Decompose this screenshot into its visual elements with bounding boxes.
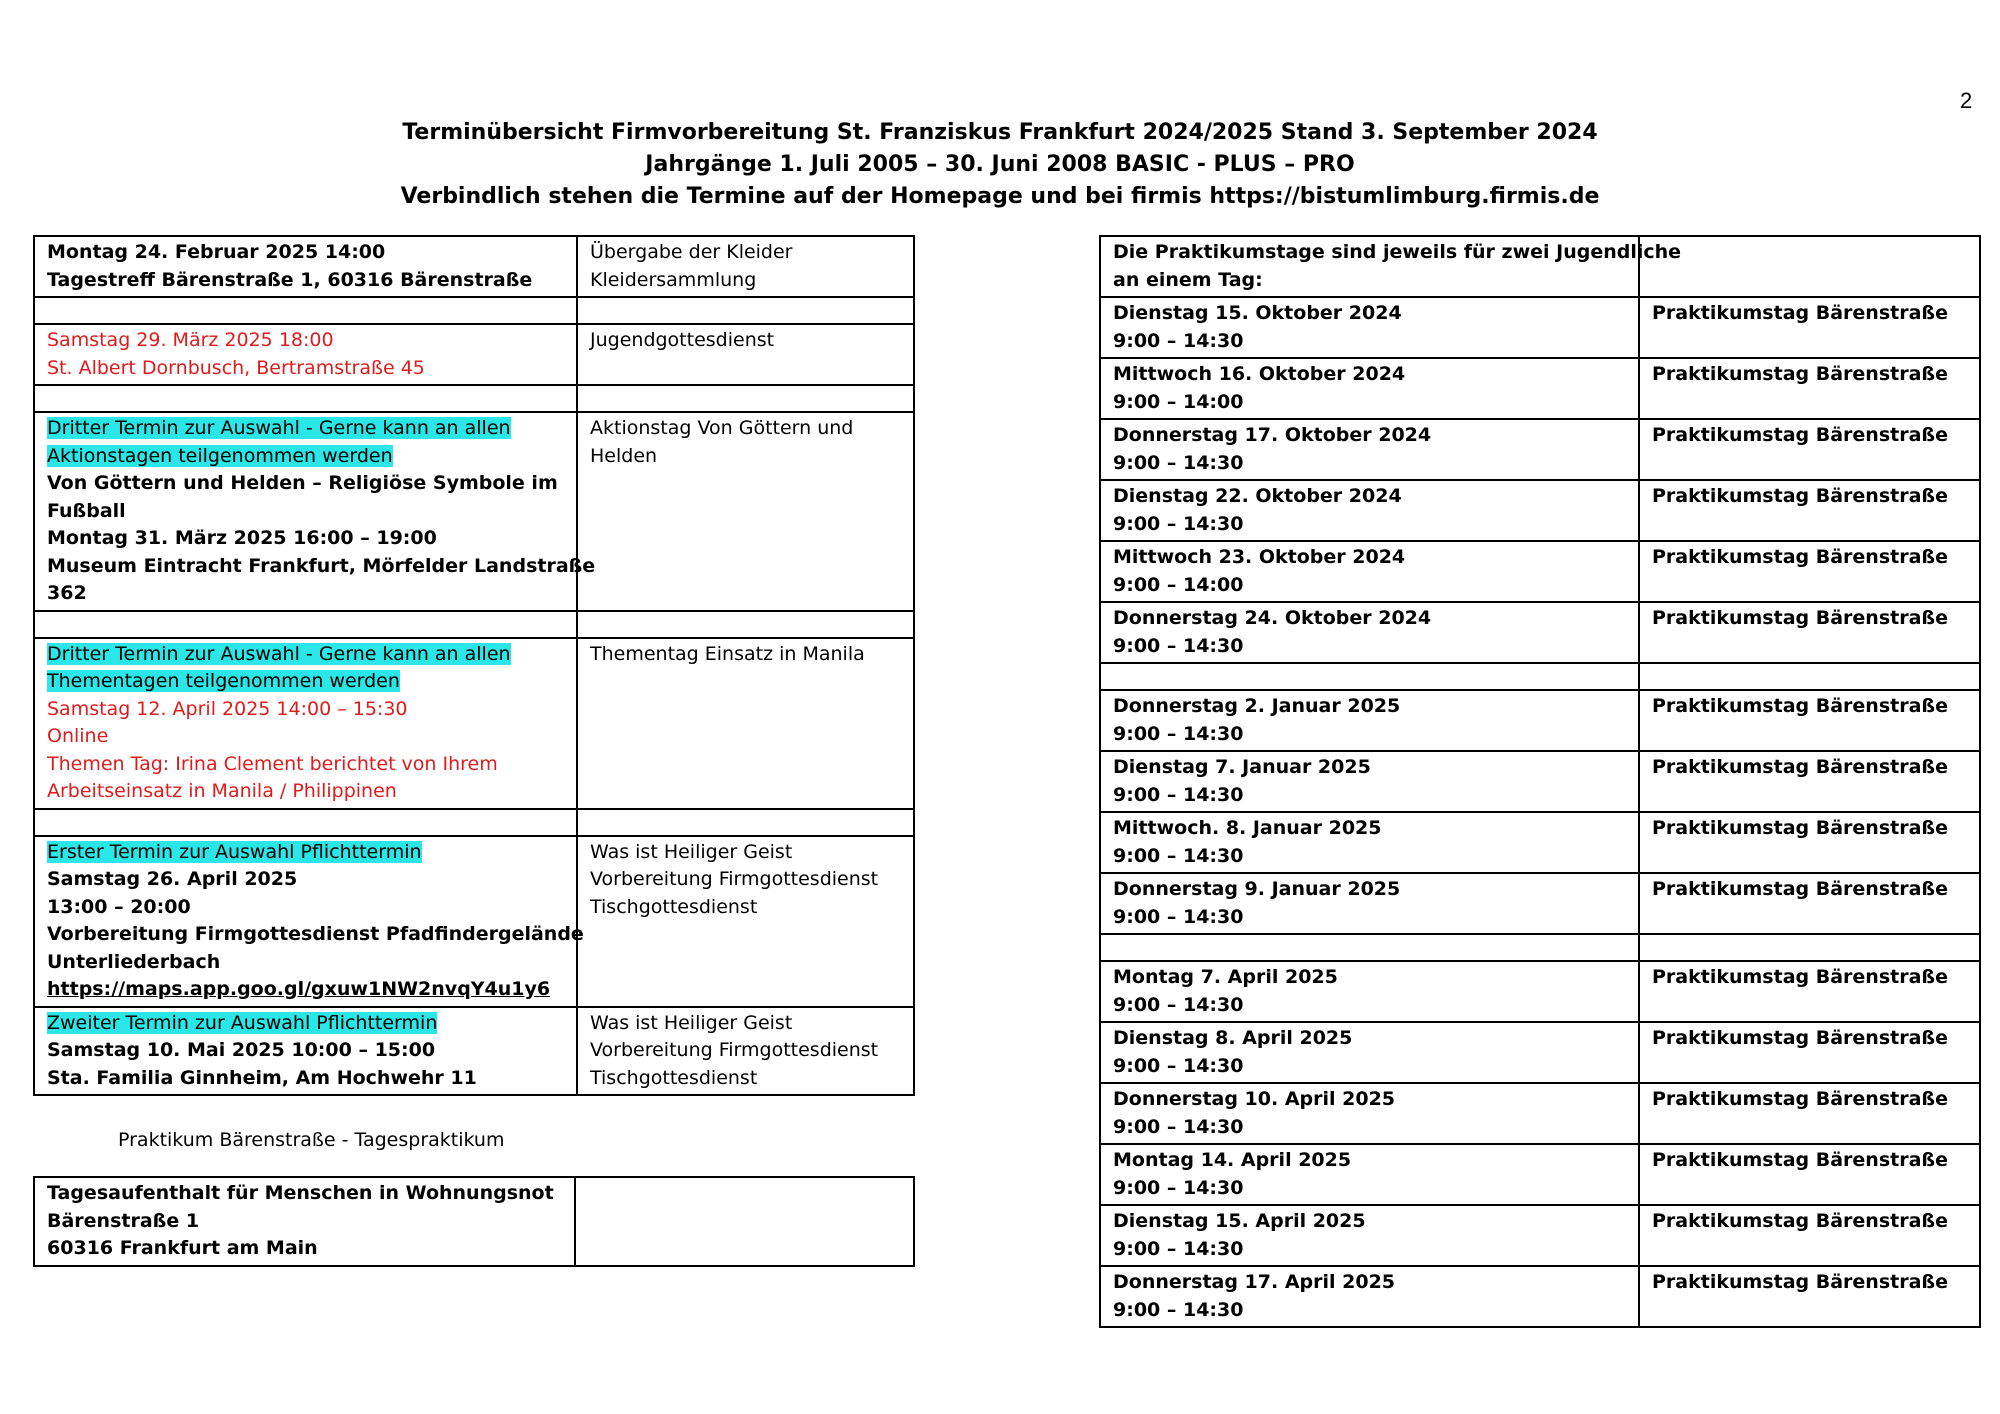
praktikum-time: 9:00 – 14:30: [1113, 844, 1244, 867]
praktikum-address-table: [33, 1176, 915, 1267]
event-text: Themen Tag: Irina Clement berichtet von Ihrem: [47, 752, 498, 775]
event-desc: Vorbereitung Firmgottesdienst: [590, 868, 879, 890]
event-date: Samstag 10. Mai 2025 10:00 – 15:00: [47, 1039, 436, 1061]
table-row: [34, 412, 914, 611]
praktikum-label: Praktikumstag Bärenstraße: [1652, 546, 1948, 568]
table-row: [1100, 751, 1980, 812]
table-row: [34, 836, 914, 1007]
event-date: Samstag 26. April 2025: [47, 868, 298, 890]
praktikum-label-cell: [1639, 480, 1980, 541]
praktikum-rows: [1100, 297, 1980, 1327]
praktikum-label-cell: [1639, 419, 1980, 480]
praktikum-label-cell: [1639, 602, 1980, 663]
praktikum-date: Mittwoch 16. Oktober 2024: [1113, 363, 1406, 385]
event-place: 362: [47, 582, 87, 604]
table-row: [1100, 1205, 1980, 1266]
highlighted-note: Thementagen teilgenommen werden: [47, 670, 400, 692]
event-desc: Jugendgottesdienst: [590, 329, 775, 351]
highlighted-note: Dritter Termin zur Auswahl - Gerne kann an allen: [47, 417, 511, 439]
table-row: [1100, 690, 1980, 751]
event-date: Samstag 29. März 2025 18:00: [47, 329, 334, 351]
praktikum-label: Praktikumstag Bärenstraße: [1652, 817, 1948, 839]
table-header-text: an einem Tag:: [1113, 268, 1263, 291]
event-desc: Übergabe der Kleider: [590, 241, 793, 263]
praktikum-date-cell: [1100, 297, 1639, 358]
events-table: [33, 235, 915, 1096]
praktikum-date: Mittwoch. 8. Januar 2025: [1113, 817, 1382, 839]
praktikum-label-cell: [1639, 751, 1980, 812]
table-row: [1100, 541, 1980, 602]
header-note: Verbindlich stehen die Termine auf der Homepage und bei firmis https://bistumlimburg.firmis.de: [400, 184, 1600, 209]
praktikum-time: 9:00 – 14:30: [1113, 1115, 1244, 1138]
praktikum-label-cell: [1639, 541, 1980, 602]
event-desc-cell: [577, 412, 914, 611]
praktikum-date: Mittwoch 23. Oktober 2024: [1113, 546, 1406, 568]
event-place: Tagestreff Bärenstraße 1, 60316 Bärenstraße: [47, 268, 533, 291]
praktikum-date-cell: [1100, 541, 1639, 602]
praktikum-date: Dienstag 15. April 2025: [1113, 1210, 1366, 1232]
event-desc: Kleidersammlung: [590, 268, 757, 291]
praktikum-dates-table: [1099, 235, 1981, 1328]
praktikum-time: 9:00 – 14:30: [1113, 722, 1244, 745]
table-row: [1100, 602, 1980, 663]
praktikum-label-cell: [1639, 1144, 1980, 1205]
praktikum-label: Praktikumstag Bärenstraße: [1652, 1271, 1948, 1293]
praktikum-label: Praktikumstag Bärenstraße: [1652, 695, 1948, 717]
praktikum-label: Praktikumstag Bärenstraße: [1652, 363, 1948, 385]
highlighted-note: Aktionstagen teilgenommen werden: [47, 444, 393, 467]
header-years: Jahrgänge 1. Juli 2005 – 30. Juni 2008 BASIC - PLUS – PRO: [645, 152, 1355, 177]
map-link[interactable]: https://maps.app.goo.gl/gxuw1NW2nvqY4u1y6: [47, 978, 551, 1000]
praktikum-date-cell: [1100, 1144, 1639, 1205]
table-header-row: [1100, 236, 1980, 297]
event-desc: Was ist Heiliger Geist: [590, 1011, 793, 1034]
table-row: [1100, 1083, 1980, 1144]
praktikum-date-cell: [1100, 1266, 1639, 1327]
table-row: [34, 324, 914, 385]
event-cell: [34, 324, 577, 385]
praktikum-label-cell: [1639, 690, 1980, 751]
event-date: Montag 24. Februar 2025 14:00: [47, 241, 386, 263]
highlighted-note: Zweiter Termin zur Auswahl Pflichttermin: [47, 1011, 438, 1034]
praktikum-date-cell: [1100, 358, 1639, 419]
event-cell: [34, 236, 577, 297]
table-row: [34, 236, 914, 297]
praktikum-time: 9:00 – 14:00: [1113, 390, 1244, 413]
address-line: Bärenstraße 1: [47, 1209, 200, 1232]
address-line: Tagesaufenthalt für Menschen in Wohnungsnot: [47, 1182, 554, 1204]
table-row: [34, 638, 914, 809]
praktikum-label: Praktikumstag Bärenstraße: [1652, 1210, 1948, 1232]
praktikum-date: Dienstag 15. Oktober 2024: [1113, 302, 1402, 324]
event-text: Arbeitseinsatz in Manila / Philippinen: [47, 780, 397, 802]
praktikum-date-cell: [1100, 873, 1639, 934]
event-time: 13:00 – 20:00: [47, 895, 191, 918]
praktikum-time: 9:00 – 14:30: [1113, 329, 1244, 352]
event-desc: Was ist Heiliger Geist: [590, 840, 793, 863]
table-header-text: Die Praktikumstage sind jeweils für zwei Jugendliche: [1113, 241, 1682, 263]
praktikum-time: 9:00 – 14:30: [1113, 783, 1244, 806]
praktikum-date-cell: [1100, 480, 1639, 541]
event-title: Von Göttern und Helden – Religiöse Symbole im: [47, 472, 558, 494]
praktikum-date: Montag 14. April 2025: [1113, 1149, 1352, 1171]
praktikum-label: Praktikumstag Bärenstraße: [1652, 1027, 1948, 1049]
table-row: [1100, 1022, 1980, 1083]
praktikum-date-cell: [1100, 1083, 1639, 1144]
table-row: [1100, 1144, 1980, 1205]
praktikum-label: Praktikumstag Bärenstraße: [1652, 878, 1948, 900]
praktikum-time: 9:00 – 14:00: [1113, 573, 1244, 596]
empty-cell: [1639, 236, 1980, 297]
table-header-cell: [1100, 236, 1682, 297]
empty-cell: [575, 1177, 914, 1266]
praktikum-label-cell: [1639, 297, 1980, 358]
praktikum-label: Praktikumstag Bärenstraße: [1652, 424, 1948, 446]
event-title: Fußball: [47, 499, 126, 522]
praktikum-date-cell: [1100, 419, 1639, 480]
praktikum-label: Praktikumstag Bärenstraße: [1652, 607, 1948, 629]
praktikum-time: 9:00 – 14:30: [1113, 451, 1244, 474]
page-number: 2: [1960, 88, 1973, 113]
praktikum-time: 9:00 – 14:30: [1113, 993, 1244, 1016]
praktikum-date: Dienstag 7. Januar 2025: [1113, 756, 1371, 778]
praktikum-time: 9:00 – 14:30: [1113, 634, 1244, 657]
event-mode: Online: [47, 725, 109, 747]
table-row: [1100, 1266, 1980, 1327]
table-row: [1100, 297, 1980, 358]
header-title: Terminübersicht Firmvorbereitung St. Franziskus Frankfurt 2024/2025 Stand 3. September 2024: [402, 120, 1598, 145]
highlighted-note: Dritter Termin zur Auswahl - Gerne kann an allen: [47, 642, 511, 665]
event-desc-cell: [577, 236, 914, 297]
event-place: Vorbereitung Firmgottesdienst Pfadfindergelände: [47, 923, 584, 945]
praktikum-date: Donnerstag 10. April 2025: [1113, 1088, 1396, 1110]
praktikum-time: 9:00 – 14:30: [1113, 1237, 1244, 1260]
praktikum-label-cell: [1639, 812, 1980, 873]
praktikum-label-cell: [1639, 358, 1980, 419]
praktikum-label: Praktikumstag Bärenstraße: [1652, 485, 1948, 507]
address-line: 60316 Frankfurt am Main: [47, 1237, 318, 1259]
praktikum-label: Praktikumstag Bärenstraße: [1652, 756, 1948, 778]
spacer-row: [34, 385, 914, 412]
highlighted-note: Erster Termin zur Auswahl Pflichttermin: [47, 840, 422, 863]
spacer-row: [34, 809, 914, 836]
event-cell: [34, 638, 577, 809]
table-row: [1100, 812, 1980, 873]
praktikum-time: 9:00 – 14:30: [1113, 1054, 1244, 1077]
table-row: [1100, 961, 1980, 1022]
praktikum-date: Montag 7. April 2025: [1113, 966, 1338, 988]
event-cell: [34, 412, 596, 611]
event-desc-cell: [577, 638, 914, 809]
praktikum-time: 9:00 – 14:30: [1113, 1298, 1244, 1321]
praktikum-date-cell: [1100, 812, 1639, 873]
praktikum-date: Donnerstag 2. Januar 2025: [1113, 695, 1401, 717]
event-date: Montag 31. März 2025 16:00 – 19:00: [47, 527, 437, 549]
table-row: [1100, 358, 1980, 419]
praktikum-label-cell: [1639, 1205, 1980, 1266]
address-cell: [34, 1177, 575, 1266]
praktikum-date: Donnerstag 17. April 2025: [1113, 1271, 1396, 1293]
praktikum-label: Praktikumstag Bärenstraße: [1652, 1088, 1948, 1110]
praktikum-label: Praktikumstag Bärenstraße: [1652, 302, 1948, 324]
praktikum-time: 9:00 – 14:30: [1113, 1176, 1244, 1199]
table-row: [1100, 480, 1980, 541]
event-place: Museum Eintracht Frankfurt, Mörfelder Landstraße: [47, 554, 596, 577]
praktikum-date: Donnerstag 17. Oktober 2024: [1113, 424, 1432, 446]
event-place: Sta. Familia Ginnheim, Am Hochwehr 11: [47, 1066, 477, 1089]
event-desc: Vorbereitung Firmgottesdienst: [590, 1039, 879, 1061]
event-desc: Tischgottesdienst: [590, 1066, 758, 1089]
praktikum-time: 9:00 – 14:30: [1113, 512, 1244, 535]
spacer-row: [34, 611, 914, 638]
praktikum-label-cell: [1639, 961, 1980, 1022]
praktikum-date: Dienstag 22. Oktober 2024: [1113, 485, 1402, 507]
event-place: Unterliederbach: [47, 950, 221, 973]
praktikum-date-cell: [1100, 602, 1639, 663]
praktikum-time: 9:00 – 14:30: [1113, 905, 1244, 928]
event-place: St. Albert Dornbusch, Bertramstraße 45: [47, 356, 425, 379]
event-desc-cell: [577, 324, 914, 385]
spacer-row: [34, 297, 914, 324]
praktikum-label-cell: [1639, 1083, 1980, 1144]
event-desc: Thementag Einsatz in Manila: [590, 642, 865, 665]
table-row: [1100, 419, 1980, 480]
event-desc: Helden: [590, 444, 658, 467]
event-cell: [34, 1007, 577, 1096]
spacer-row: [1100, 663, 1980, 690]
praktikum-date-cell: [1100, 961, 1639, 1022]
praktikum-date: Donnerstag 24. Oktober 2024: [1113, 607, 1432, 629]
praktikum-label-cell: [1639, 873, 1980, 934]
praktikum-label-cell: [1639, 1022, 1980, 1083]
event-date: Samstag 12. April 2025 14:00 – 15:30: [47, 697, 408, 720]
table-row: [34, 1007, 914, 1096]
praktikum-caption: Praktikum Bärenstraße - Tagespraktikum: [118, 1129, 505, 1151]
praktikum-label-cell: [1639, 1266, 1980, 1327]
praktikum-date-cell: [1100, 1205, 1639, 1266]
event-desc: Aktionstag Von Göttern und: [590, 417, 854, 439]
praktikum-date-cell: [1100, 690, 1639, 751]
event-desc-cell: [577, 836, 914, 1007]
event-desc: Tischgottesdienst: [590, 895, 758, 918]
praktikum-date-cell: [1100, 1022, 1639, 1083]
praktikum-label: Praktikumstag Bärenstraße: [1652, 1149, 1948, 1171]
table-row: [34, 1177, 914, 1266]
praktikum-date: Donnerstag 9. Januar 2025: [1113, 878, 1401, 900]
document-header: [0, 117, 2000, 213]
spacer-row: [1100, 934, 1980, 961]
event-cell: [34, 836, 584, 1007]
praktikum-label: Praktikumstag Bärenstraße: [1652, 966, 1948, 988]
praktikum-date: Dienstag 8. April 2025: [1113, 1027, 1353, 1049]
praktikum-date-cell: [1100, 751, 1639, 812]
event-desc-cell: [577, 1007, 914, 1096]
table-row: [1100, 873, 1980, 934]
